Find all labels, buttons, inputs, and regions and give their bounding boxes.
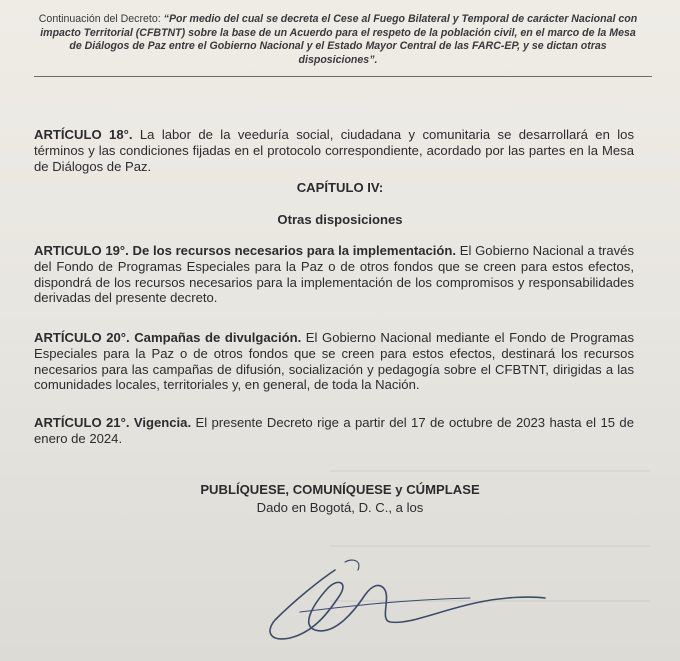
dado-en-line: Dado en Bogotá, D. C., a los bbox=[256, 500, 424, 515]
article-18-label: ARTÍCULO 18°. bbox=[34, 127, 133, 142]
article-19-label: ARTICULO 19°. De los recursos necesarios para la implementación. bbox=[34, 243, 457, 258]
article-18-text: La labor de la veeduría social, ciudadana y comunitaria se desarrollará en los términos y las condiciones fijadas en el protocolo correspondiente, acordado por las partes en la Mesa de Diálogos de Paz. bbox=[34, 127, 635, 174]
header-divider bbox=[34, 76, 652, 77]
bleed-through bbox=[330, 470, 650, 472]
article-21-text: El presente Decreto rige a partir del 17 de octubre de 2023 hasta el 15 de enero de 2024. bbox=[34, 415, 634, 446]
header-title: “Por medio del cual se decreta el Cese al Fuego Bilateral y Temporal de carácter Nacional con impacto Territorial (CFBTNT) sobre la base de un Acuerdo para el respeto de la población civil, en el marco de la Mesa de Diálogos de Paz entre el Gobierno Nacional y el Estado Mayor Central de las FARC-EP, y se dictan otras disposiciones”. bbox=[40, 13, 638, 66]
article-20-label: ARTÍCULO 20°. Campañas de divulgación. bbox=[34, 330, 302, 345]
article-19 bbox=[34, 243, 634, 306]
chapter-title: CAPÍTULO IV: bbox=[296, 180, 384, 195]
signature-stroke-main bbox=[270, 570, 545, 639]
signature-image bbox=[240, 540, 560, 650]
article-20 bbox=[34, 330, 634, 393]
article-21 bbox=[34, 415, 634, 447]
article-21-label: ARTÍCULO 21°. Vigencia. bbox=[34, 415, 192, 430]
article-18 bbox=[34, 127, 634, 174]
header-prefix: Continuación del Decreto: bbox=[38, 13, 164, 25]
decree-header bbox=[34, 13, 642, 67]
article-20-text: El Gobierno Nacional mediante el Fondo de Programas Especiales para la Paz o de otros fondos que se creen para estos efectos, destinará los recursos necesarios para las campañas de difusión, socialización y pedagogía sobre el CFBTNT, dirigidas a las comunidades locales, territoriales y, en general, de toda la Nación. bbox=[34, 330, 634, 393]
chapter-subtitle: Otras disposiciones bbox=[277, 212, 403, 227]
article-19-text: El Gobierno Nacional a través del Fondo de Programas Especiales para la Paz o de otros fondos que se creen para estos efectos, dispondrá de los recursos necesarios para la implementación de los compromisos y responsabilidades derivadas del presente decreto. bbox=[34, 243, 634, 306]
publiquese-line: PUBLÍQUESE, COMUNÍQUESE y CÚMPLASE bbox=[200, 482, 480, 497]
signature-stroke-accent bbox=[345, 560, 359, 570]
